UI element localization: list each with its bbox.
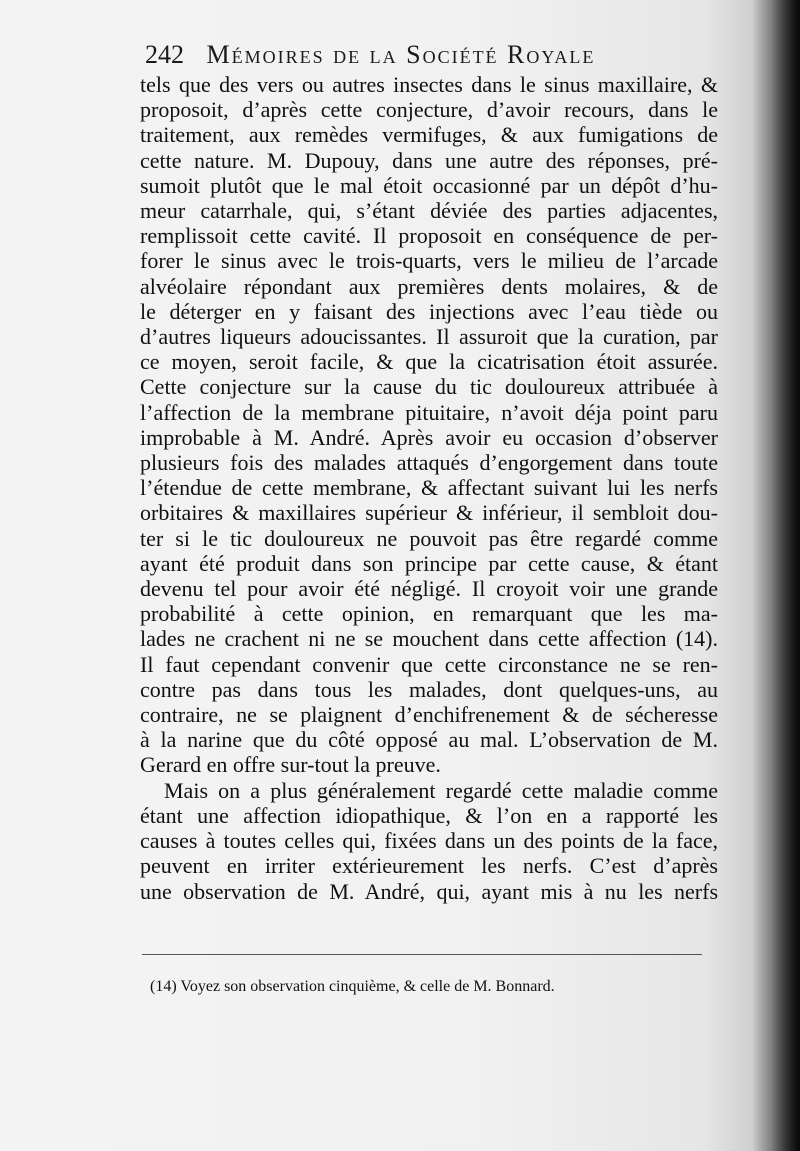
text-line: le déterger en y faisant des injections avec l’eau tiède ou [140, 298, 718, 324]
text-line: étant une affection idiopathique, & l’on en a rapporté les [140, 802, 718, 828]
text-line: à la narine que du côté opposé au mal. L’observation de M. [140, 727, 718, 753]
text-line: l’étendue de cette membrane, & affectant suivant lui les nerfs [140, 475, 718, 501]
page-number: 242 [145, 40, 184, 69]
text-line: Il faut cependant convenir que cette circonstance ne se ren- [140, 651, 718, 677]
text-line: forer le sinus avec le trois-quarts, vers le milieu de l’arcade [140, 248, 718, 274]
text-line: proposoit, d’après cette conjecture, d’avoir recours, dans le [140, 97, 718, 123]
text-line: contraire, ne se plaignent d’enchifrenement & de sécheresse [140, 702, 718, 728]
text-line: peuvent en irriter extérieurement les nerfs. C’est d’après [140, 853, 718, 879]
running-title: Mémoires de la Société Royale [206, 40, 596, 69]
text-line: une observation de M. André, qui, ayant mis à nu les nerfs [140, 878, 718, 904]
text-line: ter si le tic douloureux ne pouvoit pas être regardé comme [140, 525, 718, 551]
text-line: traitement, aux remèdes vermifuges, & aux fumigations de [140, 122, 718, 148]
text-line: Mais on a plus généralement regardé cette maladie comme [164, 777, 718, 803]
text-line: cette nature. M. Dupouy, dans une autre des réponses, pré- [140, 147, 718, 173]
text-line: remplissoit cette cavité. Il proposoit en conséquence de per- [140, 223, 718, 249]
body-text [140, 72, 718, 904]
text-line: causes à toutes celles qui, fixées dans un des points de la face, [140, 828, 718, 854]
text-line: alvéolaire répondant aux premières dents molaires, & de [140, 273, 718, 299]
text-line: sumoit plutôt que le mal étoit occasionné par un dépôt d’hu- [140, 172, 718, 198]
text-line: devenu tel pour avoir été négligé. Il croyoit voir une grande [140, 576, 718, 602]
text-line: ce moyen, seroit facile, & que la cicatrisation étoit assurée. [140, 349, 718, 375]
text-line: contre pas dans tous les malades, dont quelques-uns, au [140, 676, 718, 702]
text-line: tels que des vers ou autres insectes dans le sinus maxillaire, & [140, 72, 718, 97]
text-line: plusieurs fois des malades attaqués d’engorgement dans toute [140, 450, 718, 476]
text-line: l’affection de la membrane pituitaire, n’avoit déja point paru [140, 399, 718, 425]
text-line: Gerard en offre sur-tout la preuve. [140, 752, 441, 778]
text-line: lades ne crachent ni ne se mouchent dans cette affection (14). [140, 626, 718, 652]
running-header [145, 40, 705, 70]
text-line: probabilité à cette opinion, en remarquant que les ma- [140, 601, 718, 627]
footnote: (14) Voyez son observation cinquième, & celle de M. Bonnard. [150, 978, 555, 995]
text-line: d’autres liqueurs adoucissantes. Il assuroit que la curation, par [140, 324, 718, 350]
text-line: Cette conjecture sur la cause du tic douloureux attribuée à [140, 374, 718, 400]
footnote-rule [142, 954, 702, 955]
page-gutter-shadow [752, 0, 800, 1151]
text-line: ayant été produit dans son principe par cette cause, & étant [140, 550, 718, 576]
text-line: meur catarrhale, qui, s’étant déviée des parties adjacentes, [140, 198, 718, 224]
text-line: orbitaires & maxillaires supérieur & inférieur, il sembloit dou- [140, 500, 718, 526]
text-line: improbable à M. André. Après avoir eu occasion d’observer [140, 424, 718, 450]
